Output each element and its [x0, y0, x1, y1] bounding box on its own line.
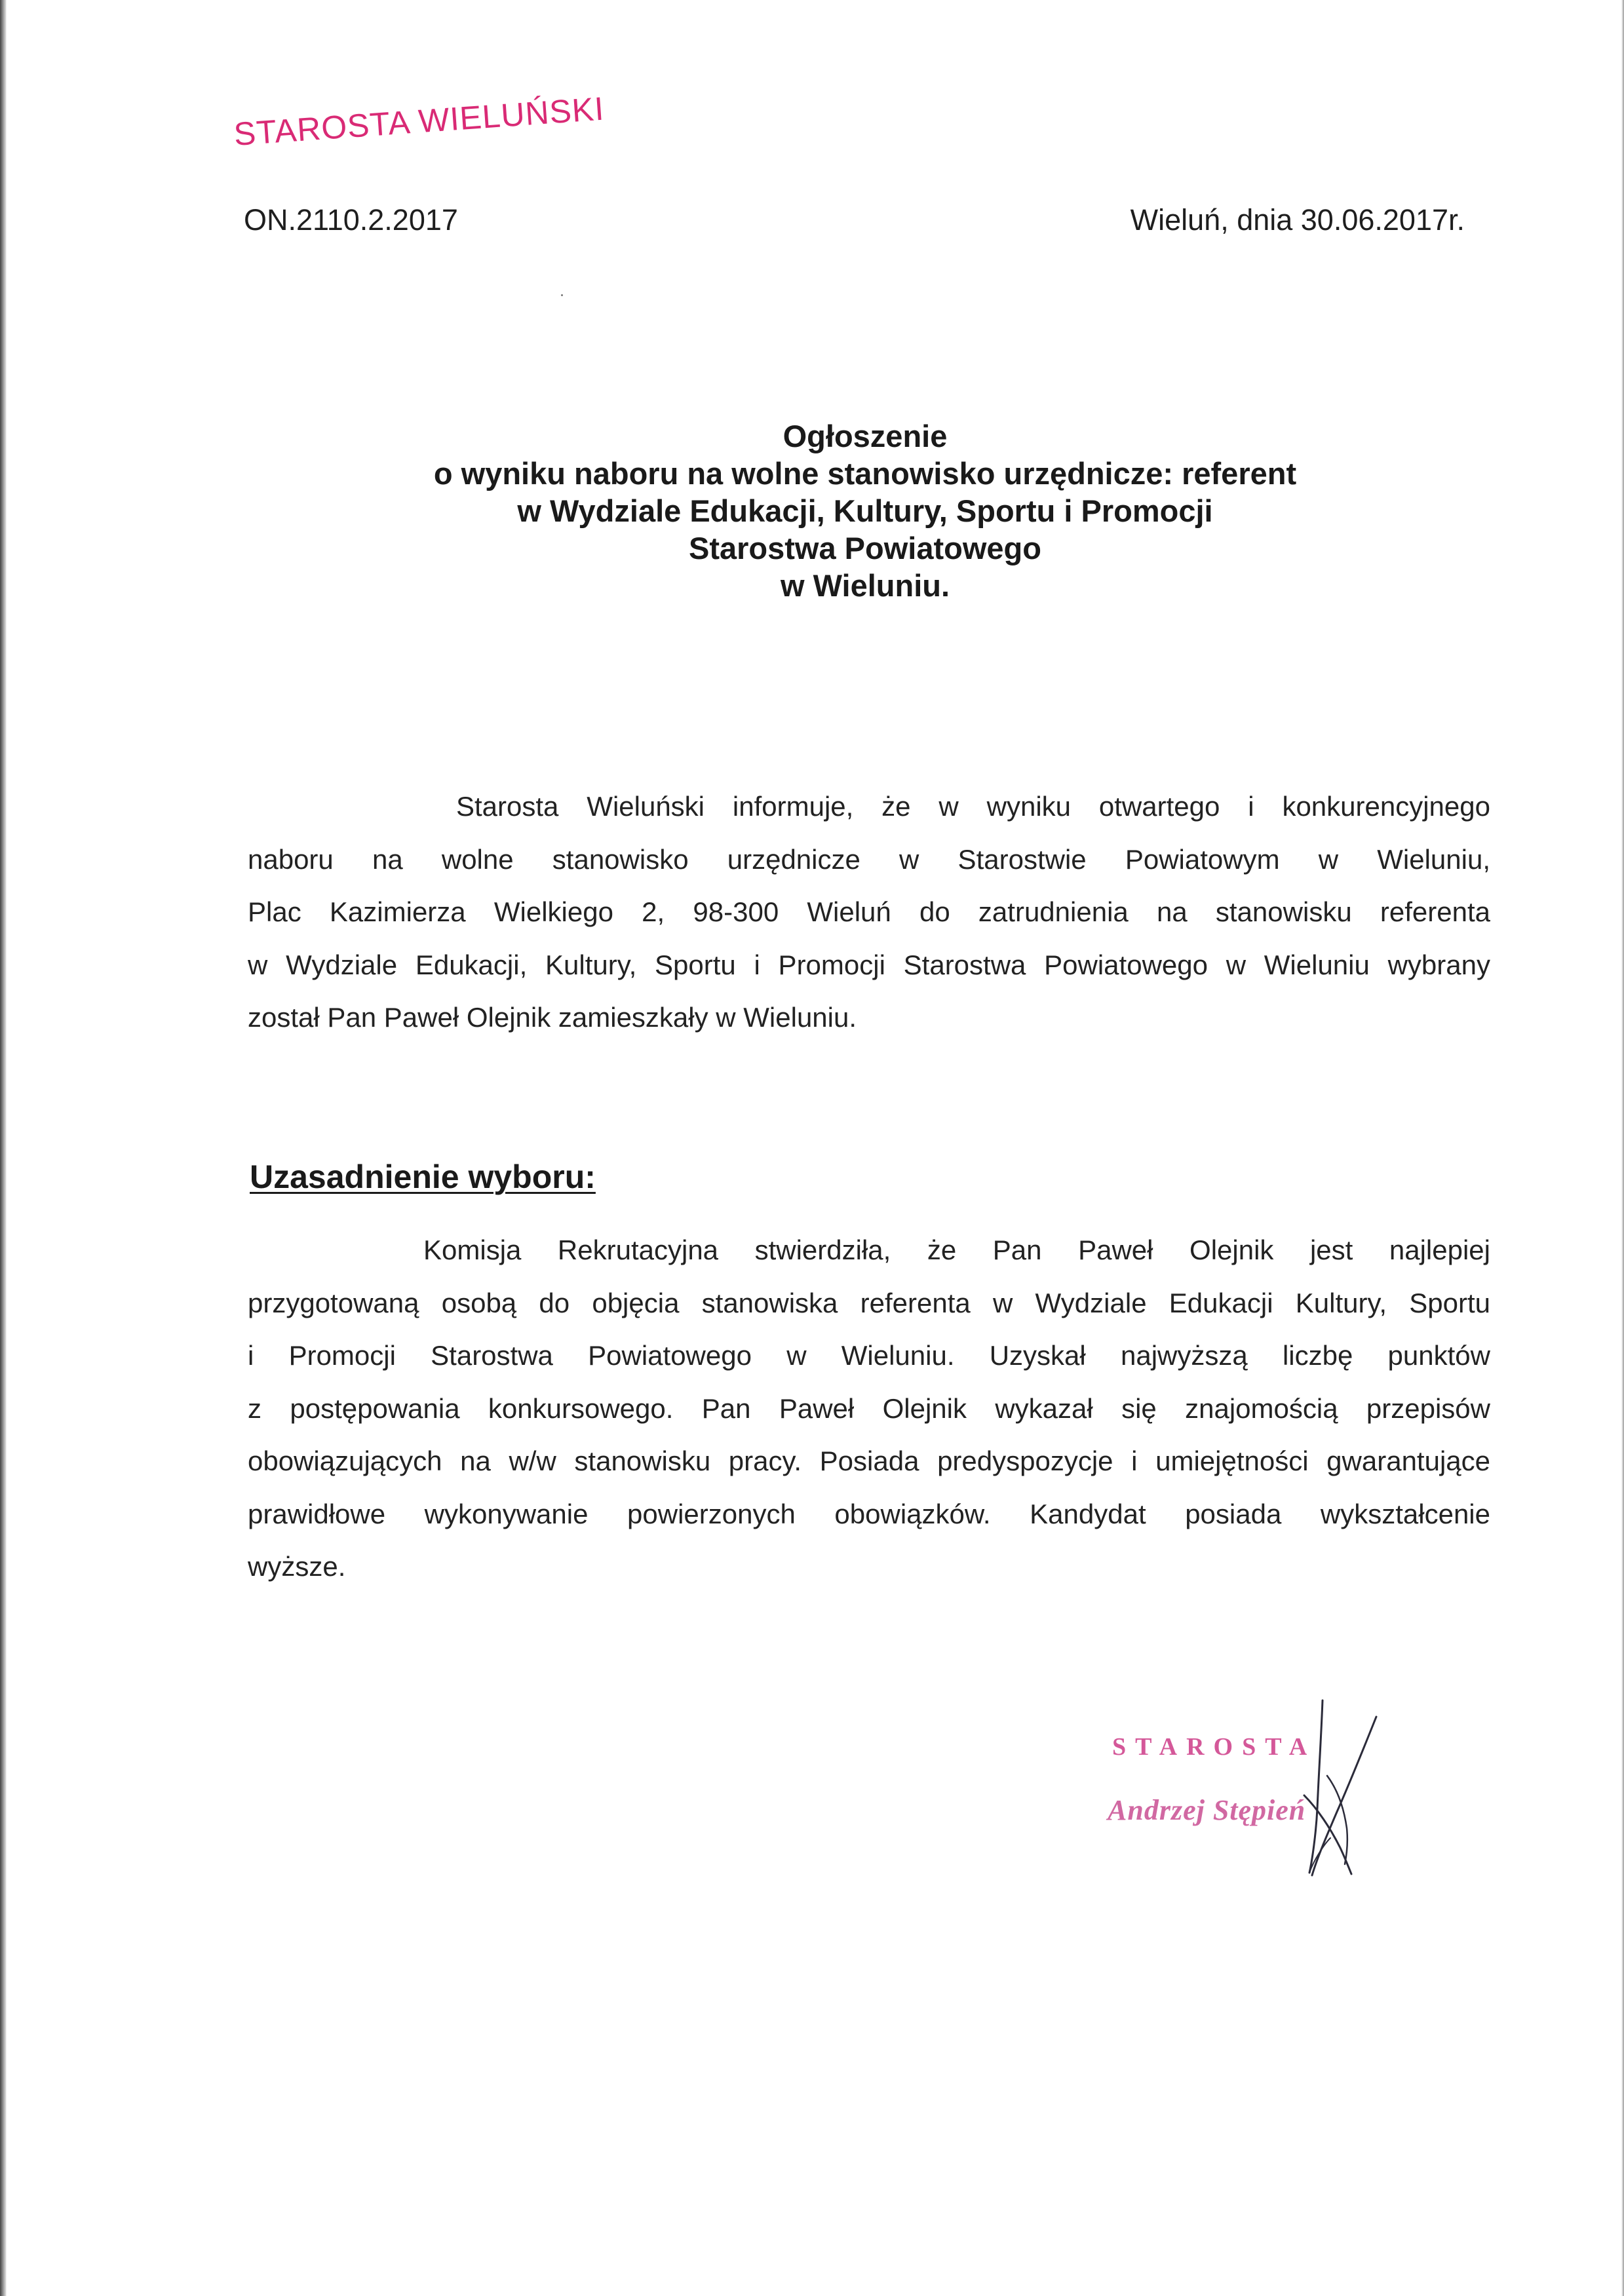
paragraph-line: Plac Kazimierza Wielkiego 2, 98-300 Wieluń do zatrudnienia na stanowisku referenta	[248, 896, 1490, 927]
paragraph-line: prawidłowe wykonywanie powierzonych obowiązków. Kandydat posiada wykształcenie	[248, 1498, 1490, 1529]
paragraph-line: wyższe.	[248, 1551, 346, 1582]
paragraph-line: naboru na wolne stanowisko urzędnicze w Starostwie Powiatowym w Wieluniu,	[248, 843, 1490, 875]
justification-paragraph	[248, 1224, 1490, 1594]
paragraph-line: Starosta Wieluński informuje, że w wyniku otwartego i konkurencyjnego	[456, 791, 1490, 822]
office-stamp: STAROSTA WIELUŃSKI	[233, 90, 606, 153]
handwritten-signature	[1265, 1697, 1389, 1887]
signature-stamp-name: Andrzej Stępień	[1108, 1794, 1306, 1826]
title-line: w Wieluniu.	[780, 568, 950, 603]
paragraph-line: z postępowania konkursowego. Pan Paweł Olejnik wykazał się znajomością przepisów	[248, 1392, 1490, 1424]
paragraph-line: został Pan Paweł Olejnik zamieszkały w Wieluniu.	[248, 1002, 857, 1033]
paragraph-line: i Promocji Starostwa Powiatowego w Wieluniu. Uzyskał najwyższą liczbę punktów	[248, 1340, 1490, 1371]
paragraph-line: przygotowaną osobą do objęcia stanowiska referenta w Wydziale Edukacji Kultury, Sportu	[248, 1287, 1490, 1318]
signature-stamp-title: STAROSTA	[1112, 1733, 1317, 1761]
place-date: Wieluń, dnia 30.06.2017r.	[1130, 203, 1465, 237]
scan-speck	[561, 294, 563, 296]
scan-edge-right	[1621, 0, 1624, 2296]
paragraph-line: w Wydziale Edukacji, Kultury, Sportu i Promocji Starostwa Powiatowego w Wieluniu wybrany	[248, 949, 1490, 980]
paragraph-line: obowiązujących na w/w stanowisku pracy. Posiada predyspozycje i umiejętności gwarantujące	[248, 1445, 1490, 1476]
announcement-title	[236, 417, 1494, 604]
title-line: o wyniku naboru na wolne stanowisko urzędnicze: referent	[433, 456, 1297, 491]
title-line: Starostwa Powiatowego	[689, 531, 1041, 565]
justification-heading: Uzasadnienie wyboru:	[250, 1158, 596, 1195]
title-line: Ogłoszenie	[783, 419, 948, 453]
paragraph-line: Komisja Rekrutacyjna stwierdziła, że Pan Paweł Olejnik jest najlepiej	[423, 1234, 1490, 1265]
scan-edge-left	[0, 0, 7, 2296]
title-line: w Wydziale Edukacji, Kultury, Sportu i Promocji	[517, 493, 1213, 528]
announcement-paragraph	[248, 780, 1490, 1044]
reference-number: ON.2110.2.2017	[244, 203, 458, 237]
